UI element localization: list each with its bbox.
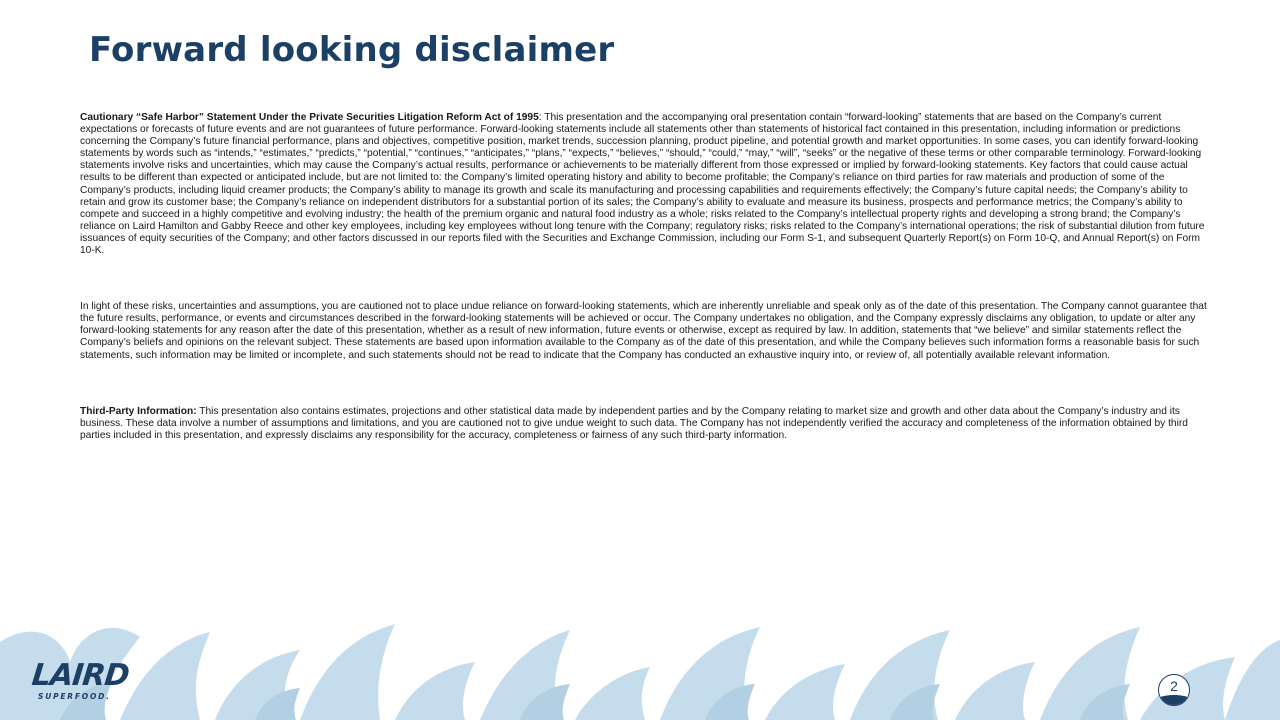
wave-shape — [1158, 695, 1190, 706]
paragraph-spacer — [80, 362, 1212, 406]
paragraph-spacer — [80, 257, 1212, 301]
safe-harbor-heading: Cautionary “Safe Harbor” Statement Under the Private Securities Litigation Reform Act of 1995 — [80, 112, 539, 123]
risk-text: In light of these risks, uncertainties and assumptions, you are cautioned not to place undue reliance on forward-looking statements, which are inherently unreliable and speak only as of the date of this presentation. The Company cannot guarantee that the future results, performance, or events and circumstances described in the forward-looking statements will be achieved or occur. The Company undertakes no obligation, and the Company expressly disclaims any obligation, to update or alter any forward-looking statements for any reason after the date of this presentation, whether as a result of new information, future events or otherwise, except as required by law. In addition, statements that “we believe” and similar statements reflect the Company’s beliefs and opinions on the relevant subject. These statements are based upon information available to the Company as of the date of this presentation, and while the Company believes such information forms a reasonable basis for such statements, such information may be limited or incomplete, and such statements should not be read to indicate that the Company has conducted an exhaustive inquiry into, or review of, all potentially available relevant information. — [80, 301, 1207, 361]
logo-wordmark: LAIRD — [30, 658, 131, 693]
tropical-leaves-icon — [0, 612, 1280, 720]
laird-superfood-logo — [28, 656, 131, 708]
disclaimer-body — [80, 112, 1212, 442]
page-number: 2 — [1170, 678, 1178, 694]
third-party-paragraph — [80, 406, 1212, 442]
logo-subtitle: SUPERFOOD. — [38, 692, 111, 701]
slide-title: Forward looking disclaimer — [89, 30, 615, 70]
safe-harbor-paragraph — [80, 112, 1212, 257]
third-party-text: This presentation also contains estimates, projections and other statistical data made by independent parties and by the Company relating to market size and growth and other data about the Company’s industry and its business. These data involve a number of assumptions and limitations, and you are cautioned not to give undue weight to such data. The Company has not independently verified the accuracy and completeness of the information obtained by third parties included in this presentation, and expressly disclaims any responsibility for the accuracy, completeness or fairness of any such third-party information. — [80, 405, 1188, 441]
risk-paragraph — [80, 301, 1212, 361]
safe-harbor-text: : This presentation and the accompanying oral presentation contain “forward-looking” statements that are based on the Company’s current expectations or forecasts of future events and are not guarantees of future performance. Forward-looking statements include all statements other than statements of historical fact contained in this presentation, including information or predictions concerning the Company’s future financial performance, plans and objectives, competitive position, market trends, succession planning, product pipeline, and potential growth and market opportunities. In some cases, you can identify forward-looking statements by words such as “intends,” “estimates,” “predicts,” “potential,” “continues,” “anticipates,” “plans,” “expects,” “believes,” “should,” “could,” “may,” “will”, “seeks” or the negative of these terms or other comparable terminology. Forward-looking statements involve risks and uncertainties, which may cause the Company’s actual results, performance or achievements to be materially different from those expressed or implied by forward-looking statements. Key factors that could cause actual results to be different than expected or anticipated include, but are not limited to: the Company’s limited operating history and ability to become profitable; the Company’s reliance on third parties for raw materials and production of some of the Company’s products, including liquid creamer products; the Company’s ability to manage its growth and scale its manufacturing and processing capabilities and requirements effectively; the Company’s future capital needs; the Company’s ability to retain and grow its customer base; the Company’s reliance on independent distributors for a substantial portion of its sales; the Company’s ability to evaluate and measure its business, prospects and performance metrics; the Company’s ability to compete and succeed in a highly competitive and evolving industry; the health of the premium organic and natural food industry as a whole; risks related to the Company’s intellectual property rights and developing a strong brand; the Company’s reliance on Laird Hamilton and Gabby Reece and other key employees, including key employees without long tenure with the Company; regulatory risks; risks related to the Company’s international operations; the risk of substantial dilution from future issuances of equity securities of the Company; and other factors discussed in our reports filed with the Securities and Exchange Commission, including our Form S-1, and subsequent Quarterly Report(s) on Form 10-Q, and Annual Report(s) on Form 10-K. — [80, 112, 1205, 257]
third-party-heading: Third-Party Information: — [80, 405, 197, 417]
wave-badge-icon — [1158, 674, 1190, 706]
